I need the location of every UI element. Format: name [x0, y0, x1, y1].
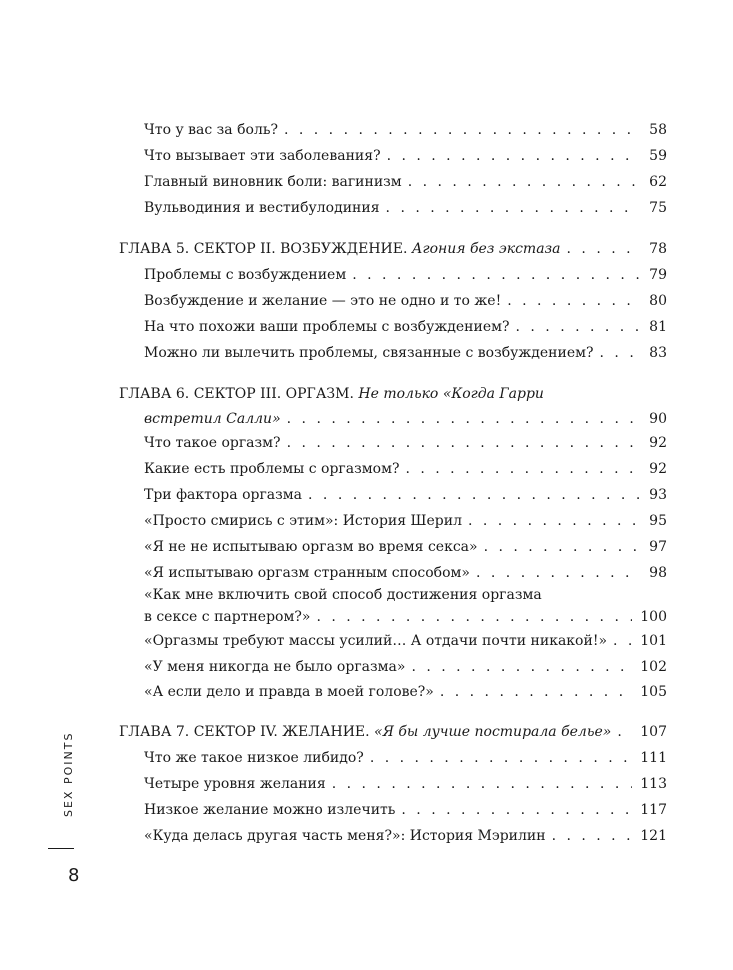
chapter-subtitle: «Я бы лучше постирала белье»	[374, 724, 612, 740]
toc-entry	[144, 484, 667, 506]
toc-entry-page: 58	[649, 122, 667, 138]
toc-entry-page: 107	[640, 724, 667, 740]
dot-leader	[316, 606, 632, 628]
dot-leader	[405, 458, 639, 480]
chapter-subtitle: Агония без экстаза	[411, 241, 561, 257]
dot-leader	[507, 290, 639, 312]
dot-leader	[308, 484, 639, 506]
dot-leader	[387, 145, 639, 167]
toc-entry-page: 102	[640, 659, 667, 675]
page-number: 8	[68, 865, 80, 886]
chapter-title: ГЛАВА 7. СЕКТОР IV. ЖЕЛАНИЕ.	[119, 724, 370, 740]
toc-entry-title: Вульводиния и вестибулодиния	[144, 200, 380, 216]
dot-leader	[287, 432, 639, 454]
toc-entry	[144, 825, 667, 847]
dot-leader	[617, 721, 632, 743]
dot-leader	[567, 238, 639, 260]
toc-entry	[144, 171, 667, 193]
toc-entry-page: 98	[649, 565, 667, 581]
dot-leader	[352, 264, 639, 286]
toc-entry-title: Какие есть проблемы с оргазмом?	[144, 461, 400, 477]
toc-entry	[144, 432, 667, 454]
running-head: SEX POINTS	[62, 731, 75, 817]
toc-entry-page: 78	[649, 241, 667, 257]
toc-entry-title: «Я испытываю оргазм странным способом»	[144, 565, 470, 581]
toc-entry	[144, 681, 667, 703]
dot-leader	[484, 536, 639, 558]
dot-leader	[613, 630, 632, 652]
toc-entry-title: Главный виновник боли: вагинизм	[144, 174, 402, 190]
toc-entry-page: 111	[640, 750, 667, 766]
toc-entry-title: На что похожи ваши проблемы с возбуждением?	[144, 319, 510, 335]
toc-entry-page: 105	[640, 684, 667, 700]
toc-entry	[144, 342, 667, 364]
toc-entry-title: Что такое оргазм?	[144, 435, 281, 451]
toc-entry-title: «У меня никогда не было оргазма»	[144, 659, 406, 675]
toc-entry	[144, 773, 667, 795]
chapter-title: ГЛАВА 6. СЕКТОР III. ОРГАЗМ.	[119, 386, 354, 402]
toc-entry-title-continued: в сексе с партнером?»	[144, 609, 311, 625]
dot-leader	[332, 773, 633, 795]
toc-entry-page: 83	[649, 345, 667, 361]
toc-entry	[144, 290, 667, 312]
dot-leader	[287, 408, 639, 430]
toc-entry-page: 93	[649, 487, 667, 503]
dot-leader	[552, 825, 633, 847]
dot-leader	[370, 747, 632, 769]
chapter-subtitle: Не только «Когда Гарри	[358, 386, 544, 402]
toc-entry-title: Три фактора оргазма	[144, 487, 303, 503]
toc-entry	[144, 584, 667, 628]
toc-entry	[144, 145, 667, 167]
toc-entry-page: 101	[640, 633, 667, 649]
toc-entry	[144, 264, 667, 286]
toc-entry-page: 92	[649, 461, 667, 477]
toc-entry	[144, 536, 667, 558]
dot-leader	[440, 681, 632, 703]
toc-entry-page: 95	[649, 513, 667, 529]
toc-entry	[144, 119, 667, 141]
toc-entry-page: 100	[640, 609, 667, 625]
toc-entry-title: Низкое желание можно излечить	[144, 802, 396, 818]
dot-leader	[408, 171, 639, 193]
dot-leader	[284, 119, 639, 141]
toc-entry-page: 81	[649, 319, 667, 335]
toc-chapter	[119, 383, 667, 430]
toc-entry-page: 117	[640, 802, 667, 818]
dot-leader	[468, 510, 639, 532]
toc-entry	[144, 510, 667, 532]
toc-entry-title: Что же такое низкое либидо?	[144, 750, 364, 766]
toc-entry-page: 75	[649, 200, 667, 216]
toc-entry-page: 90	[649, 411, 667, 427]
toc-entry-title: Что у вас за боль?	[144, 122, 278, 138]
dot-leader	[476, 562, 639, 584]
dot-leader	[386, 197, 639, 219]
toc-entry	[144, 458, 667, 480]
toc-chapter	[119, 238, 667, 260]
toc-entry-page: 80	[649, 293, 667, 309]
toc-entry-title: «Просто смирись с этим»: История Шерил	[144, 513, 462, 529]
chapter-title: ГЛАВА 5. СЕКТОР II. ВОЗБУЖДЕНИЕ.	[119, 241, 408, 257]
toc-entry-page: 121	[640, 828, 667, 844]
toc-chapter	[119, 721, 667, 743]
toc-entry-title: Что вызывает эти заболевания?	[144, 148, 381, 164]
toc-entry-title: Можно ли вылечить проблемы, связанные с возбуждением?	[144, 345, 594, 361]
footer-rule	[48, 848, 74, 849]
dot-leader	[401, 799, 632, 821]
toc-entry-title: «Оргазмы требуют массы усилий… А отдачи почти никакой!»	[144, 633, 608, 649]
toc-entry-page: 59	[649, 148, 667, 164]
toc-entry	[144, 562, 667, 584]
toc-entry	[144, 747, 667, 769]
toc-entry-page: 113	[640, 776, 667, 792]
toc-entry-page: 97	[649, 539, 667, 555]
dot-leader	[600, 342, 639, 364]
toc-entry-title: «А если дело и правда в моей голове?»	[144, 684, 434, 700]
toc-entry-title: Проблемы с возбуждением	[144, 267, 347, 283]
toc-entry-page: 79	[649, 267, 667, 283]
toc-entry	[144, 316, 667, 338]
toc-entry	[144, 799, 667, 821]
toc-entry-page: 92	[649, 435, 667, 451]
toc-entry	[144, 630, 667, 652]
dot-leader	[411, 656, 632, 678]
toc-entry	[144, 656, 667, 678]
dot-leader	[516, 316, 640, 338]
toc-entry	[144, 197, 667, 219]
toc-entry-page: 62	[649, 174, 667, 190]
toc-entry-title: «Я не не испытываю оргазм во время секса»	[144, 539, 478, 555]
toc-entry-title: «Куда делась другая часть меня?»: История Мэрилин	[144, 828, 546, 844]
chapter-subtitle-continued: встретил Салли»	[144, 411, 281, 427]
toc-entry-title: Четыре уровня желания	[144, 776, 326, 792]
toc-entry-title: Возбуждение и желание — это не одно и то же!	[144, 293, 502, 309]
toc-entry-title: «Как мне включить свой способ достижения оргазма	[144, 587, 542, 603]
